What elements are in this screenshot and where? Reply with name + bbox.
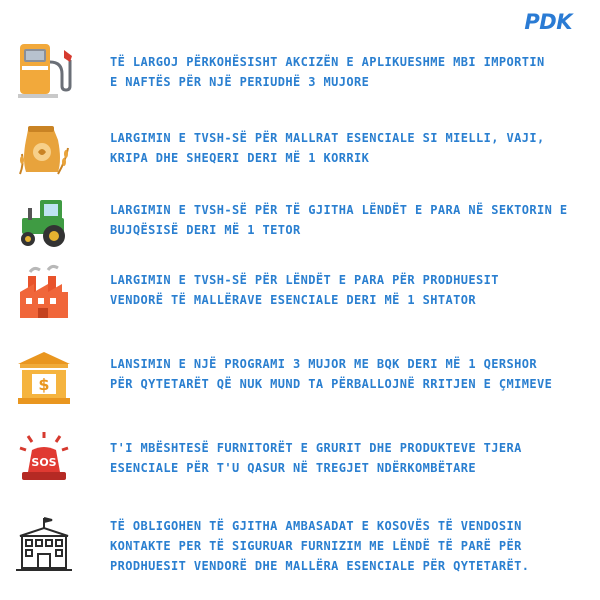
item-text-line: E NAFTËS PËR NJË PERIUDHË 3 MUJORE — [110, 75, 370, 89]
fuel-pump-icon — [14, 40, 74, 100]
item-text-line: VENDORË TË MALLËRAVE ESENCIALE DERI MË 1 SHTATOR — [110, 293, 476, 307]
bank-icon — [14, 348, 74, 408]
item-text-line: LARGIMIN E TVSH-SË PËR TË GJITHA LËNDËT E PARA NË SEKTORIN E — [110, 203, 568, 217]
svg-text:SOS: SOS — [31, 456, 57, 469]
item-text-line: KONTAKTE PER TË SIGURUAR FURNIZIM ME LËNDË TË PARË PËR — [110, 539, 522, 553]
svg-text:$: $ — [38, 375, 50, 394]
item-text-line: PËR QYTETARËT QË NUK MUND TA PËRBALLOJNË RRITJEN E ÇMIMEVE — [110, 377, 553, 391]
item-text-line: TË OBLIGOHEN TË GJITHA AMBASADAT E KOSOVËS TË VENDOSIN — [110, 519, 522, 533]
grain-sack-icon — [14, 120, 74, 180]
item-text-line: LARGIMIN E TVSH-SË PËR LËNDËT E PARA PËR PRODHUESIT — [110, 273, 499, 287]
factory-icon — [14, 262, 74, 322]
embassy-building-icon — [14, 514, 74, 574]
item-text-line: PRODHUESIT VENDORË DHE MALLËRA ESENCIALE PËR QYTETARËT. — [110, 559, 530, 573]
item-text-line: KRIPA DHE SHEQERI DERI MË 1 KORRIK — [110, 151, 370, 165]
item-text-line: BUJQËSISË DERI MË 1 TETOR — [110, 223, 301, 237]
item-text-line: LANSIMIN E NJË PROGRAMI 3 MUJOR ME BQK DERI MË 1 QERSHOR — [110, 357, 537, 371]
item-text-line: T'I MBËSHTESË FURNITORËT E GRURIT DHE PRODUKTEVE TJERA — [110, 441, 522, 455]
item-text-line: LARGIMIN E TVSH-SË PËR MALLRAT ESENCIALE SI MIELLI, VAJI, — [110, 131, 545, 145]
item-text-line: TË LARGOJ PËRKOHËSISHT AKCIZËN E APLIKUESHME MBI IMPORTIN — [110, 55, 545, 69]
item-text-line: ESENCIALE PËR T'U QASUR NË TREGJET NDËRKOMBËTARE — [110, 461, 476, 475]
sos-alarm-icon — [14, 428, 74, 488]
tractor-icon — [14, 190, 74, 250]
brand-logo: PDK — [524, 10, 572, 34]
